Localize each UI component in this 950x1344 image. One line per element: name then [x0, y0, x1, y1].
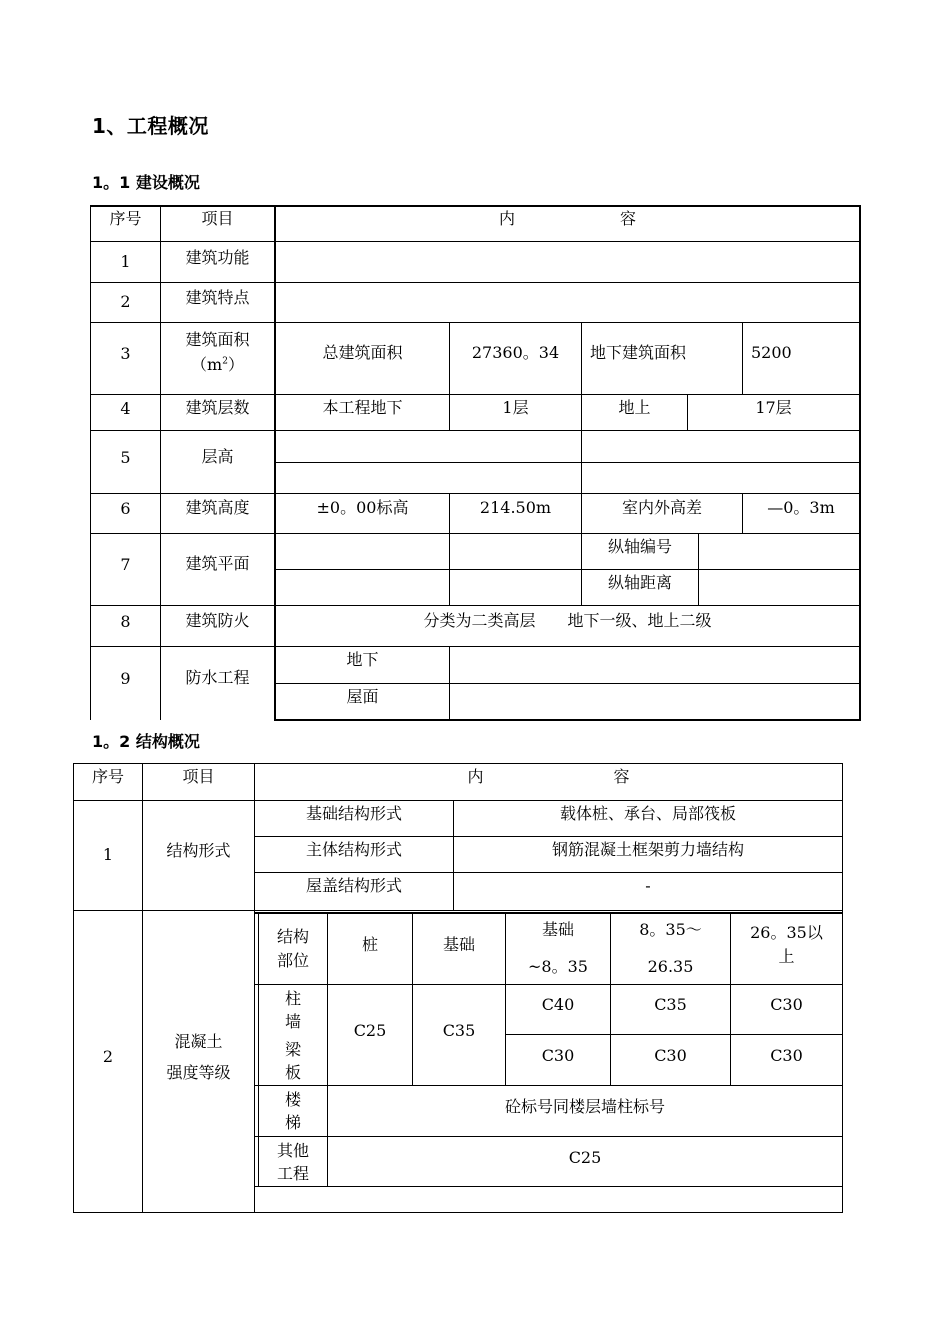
area-unit: $(m^2)$	[191, 355, 244, 374]
range1-header: 基础 ~8。35	[528, 920, 588, 976]
beam-slab-range1-grade: C30	[541, 1045, 575, 1065]
axis-distance-label: 纵轴距离	[607, 572, 672, 592]
range3-header: 26。35以 上	[750, 923, 823, 966]
header-no: 序号	[91, 766, 124, 786]
item-label: 层高	[201, 446, 234, 466]
above-ground-floors-value: 17层	[755, 397, 792, 417]
row-number: 3	[120, 343, 131, 363]
header-no: 序号	[109, 209, 142, 228]
column-wall-range2-grade: C35	[654, 994, 687, 1014]
other-works-label: 其他 工程	[276, 1140, 309, 1183]
beam-slab-label: 梁 板	[284, 1039, 301, 1082]
column-wall-label: 柱 墙	[284, 988, 301, 1031]
pile-header: 桩	[361, 934, 378, 954]
row-number: 8	[120, 611, 131, 631]
indoor-outdoor-diff-value: —0。3m	[767, 497, 835, 517]
total-area-value: 27360。34	[471, 342, 560, 362]
elevation-value: 214.50m	[479, 497, 552, 517]
row-number: 7	[120, 554, 131, 574]
concrete-label: 混凝土	[174, 1031, 223, 1051]
row-number: 2	[102, 1047, 114, 1067]
axis-number-label: 纵轴编号	[607, 536, 672, 556]
waterproof-roof-label: 屋面	[346, 686, 379, 706]
area-label: 建筑面积	[185, 330, 250, 350]
row-number: 1	[120, 251, 131, 271]
header-item: 项目	[201, 209, 234, 228]
beam-slab-range2-grade: C30	[654, 1045, 687, 1065]
header-content: 内 容	[467, 766, 630, 786]
main-structure-value: 钢筋混凝土框架剪力墙结构	[551, 839, 744, 859]
above-ground-label: 地上	[618, 397, 651, 417]
row-number: 5	[120, 447, 131, 467]
item-label: 建筑特点	[185, 287, 250, 307]
indoor-outdoor-diff-label: 室内外高差	[621, 497, 702, 517]
stairs-grade: 砼标号同楼层墙柱标号	[504, 1096, 665, 1116]
main-structure-label: 主体结构形式	[305, 839, 402, 859]
stairs-label: 楼 梯	[284, 1089, 301, 1132]
total-area-label: 总建筑面积	[322, 342, 403, 362]
foundation-structure-value: 载体桩、承台、局部筏板	[559, 803, 736, 823]
header-item: 项目	[182, 766, 215, 786]
elevation-label: ±0。00标高	[316, 497, 409, 517]
item-label: 结构形式	[166, 841, 231, 861]
row-number: 6	[120, 498, 131, 518]
underground-area-value: 5200	[751, 342, 792, 362]
pile-grade: C25	[353, 1020, 387, 1040]
roof-structure-value: -	[645, 875, 651, 895]
row-number: 1	[102, 845, 114, 865]
section-heading-structure: 1。2 结构概况	[92, 732, 200, 751]
item-label: 建筑平面	[185, 553, 250, 573]
foundation-header: 基础	[442, 934, 475, 954]
beam-slab-range3-grade: C30	[770, 1045, 803, 1065]
waterproof-underground-label: 地下	[346, 649, 379, 669]
underground-area-label: 地下建筑面积	[590, 342, 687, 362]
column-wall-range1-grade: C40	[541, 994, 575, 1014]
row-number: 4	[120, 398, 131, 418]
row-number: 2	[120, 292, 131, 312]
foundation-grade: C35	[442, 1020, 476, 1040]
item-label: 防水工程	[185, 667, 250, 687]
underground-floors-value: 1层	[502, 397, 529, 417]
other-works-grade: C25	[568, 1147, 602, 1167]
structure-part-header: 结构 部位	[276, 927, 309, 970]
fire-rating-content: 分类为二类高层 地下一级、地上二级	[423, 610, 712, 630]
item-label	[143, 911, 254, 1204]
item-label: 建筑高度	[185, 497, 250, 517]
row-number: 9	[120, 668, 131, 688]
document-title: 1、工程概况	[92, 114, 209, 138]
range2-header: 8。35～ 26.35	[639, 920, 702, 976]
column-wall-range3-grade: C30	[770, 994, 803, 1014]
roof-structure-label: 屋盖结构形式	[305, 875, 402, 895]
item-label: 建筑功能	[185, 247, 250, 267]
item-label: 建筑层数	[185, 397, 250, 417]
strength-grade-label: 强度等级	[166, 1062, 231, 1082]
foundation-structure-label: 基础结构形式	[305, 803, 402, 823]
underground-floors-label: 本工程地下	[322, 397, 403, 417]
section-heading-construction: 1。1 建设概况	[92, 173, 200, 192]
item-label: 建筑防火	[185, 610, 250, 630]
header-content: 内 容	[498, 209, 637, 228]
